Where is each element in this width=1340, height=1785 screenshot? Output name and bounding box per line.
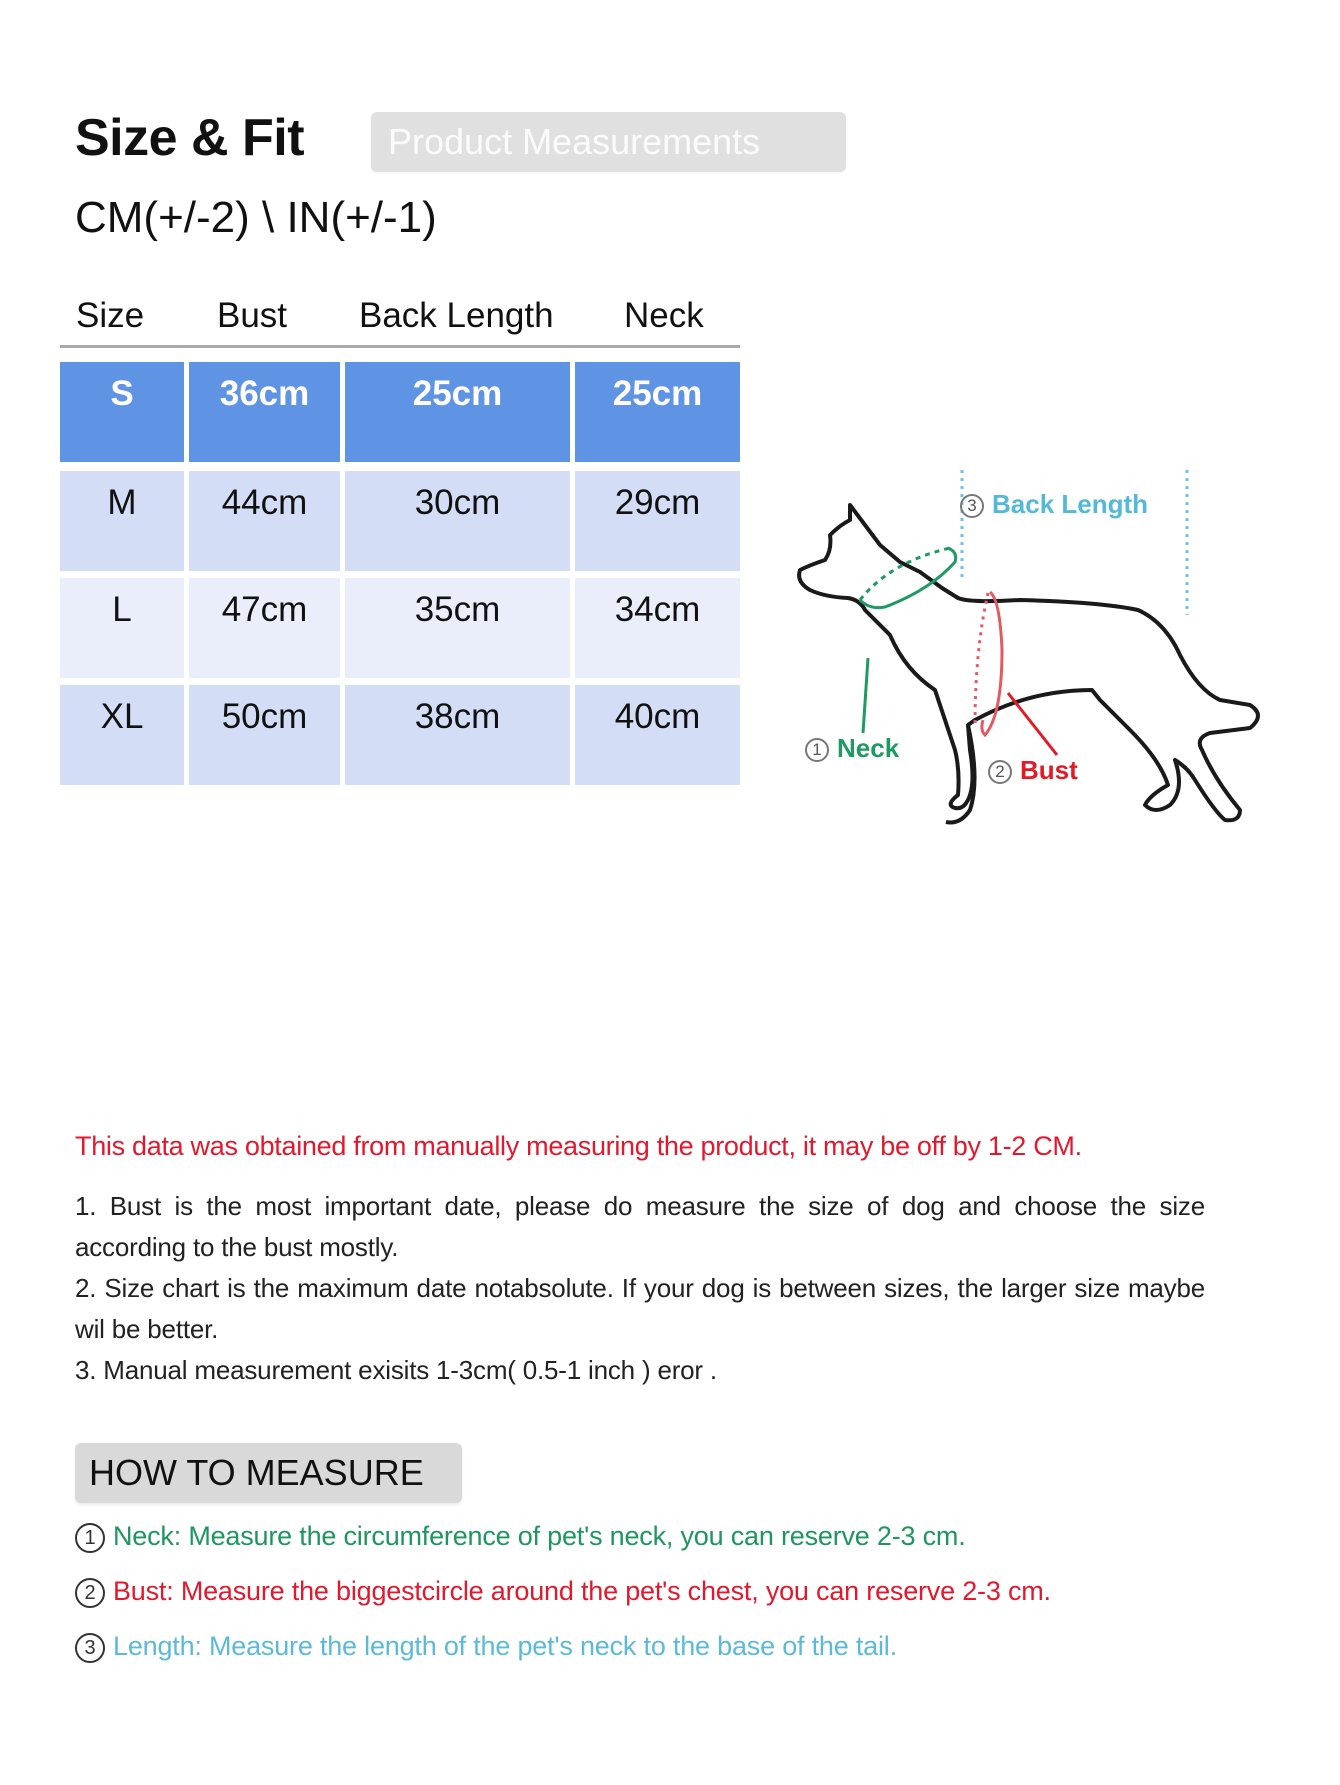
number-2-icon: 2	[988, 760, 1012, 784]
cell-neck: 34cm	[575, 578, 740, 678]
neck-collar-back	[860, 548, 950, 600]
measurement-disclaimer: This data was obtained from manually measuring the product, it may be off by 1-2 CM.	[75, 1131, 1082, 1161]
step-text: Bust: Measure the biggestcircle around the pet's chest, you can reserve 2-3 cm.	[113, 1576, 1051, 1606]
cell-neck: 40cm	[575, 685, 740, 785]
how-to-measure-heading: HOW TO MEASURE	[75, 1443, 462, 1503]
table-row-l	[60, 578, 740, 678]
column-header-size: Size	[76, 296, 145, 335]
dog-measurement-diagram	[770, 450, 1270, 830]
cell-bust: 44cm	[189, 471, 340, 571]
circled-number-icon: 3	[75, 1633, 105, 1663]
cell-bust: 47cm	[189, 578, 340, 678]
bust-label-text: Bust	[1020, 755, 1078, 785]
measure-step-length	[75, 1631, 897, 1663]
column-header-bust: Bust	[217, 296, 288, 335]
cell-bust: 50cm	[189, 685, 340, 785]
size-table-header	[60, 296, 740, 348]
neck-label	[805, 733, 899, 764]
table-row-m	[60, 471, 740, 571]
measure-step-neck	[75, 1521, 966, 1553]
cell-size: M	[60, 471, 184, 571]
units-tolerance: CM(+/-2) \ IN(+/-1)	[75, 193, 437, 242]
cell-back-length: 30cm	[345, 471, 570, 571]
page-title: Size & Fit	[75, 109, 305, 167]
column-header-neck: Neck	[624, 296, 704, 335]
back-length-label-text: Back Length	[992, 489, 1149, 519]
circled-number-icon: 1	[75, 1523, 105, 1553]
guidance-item-2: 2. Size chart is the maximum date notabsolute. If your dog is between sizes, the larger size maybe wil be better.	[75, 1273, 1205, 1344]
cell-back-length: 38cm	[345, 685, 570, 785]
bust-loop-back	[975, 593, 988, 725]
measure-step-bust	[75, 1576, 1051, 1608]
step-text: Length: Measure the length of the pet's neck to the base of the tail.	[113, 1631, 897, 1661]
circled-number-icon: 2	[75, 1578, 105, 1608]
guidance-item-3: 3. Manual measurement exisits 1-3cm( 0.5-1 inch ) eror .	[75, 1355, 717, 1385]
step-text: Neck: Measure the circumference of pet's neck, you can reserve 2-3 cm.	[113, 1521, 966, 1551]
number-1-icon: 1	[805, 738, 829, 762]
cell-back-length: 35cm	[345, 578, 570, 678]
neck-pointer-line	[863, 658, 868, 733]
bust-label	[988, 755, 1078, 786]
cell-size: S	[60, 362, 184, 462]
neck-collar-front	[860, 548, 956, 608]
table-row-xl	[60, 685, 740, 785]
cell-neck: 29cm	[575, 471, 740, 571]
column-header-back-length: Back Length	[359, 296, 554, 335]
cell-neck: 25cm	[575, 362, 740, 462]
bust-pointer-line	[1008, 693, 1057, 755]
product-measurements-badge: Product Measurements	[371, 112, 846, 172]
cell-size: L	[60, 578, 184, 678]
cell-back-length: 25cm	[345, 362, 570, 462]
guidance-item-1: 1. Bust is the most important date, please do measure the size of dog and choose the size according to the bust mostly.	[75, 1191, 1205, 1262]
back-length-label	[960, 489, 1148, 520]
number-3-icon: 3	[960, 494, 984, 518]
size-guidance-list	[75, 1186, 1205, 1391]
cell-size: XL	[60, 685, 184, 785]
neck-label-text: Neck	[837, 733, 900, 763]
table-row-s	[60, 362, 740, 462]
cell-bust: 36cm	[189, 362, 340, 462]
